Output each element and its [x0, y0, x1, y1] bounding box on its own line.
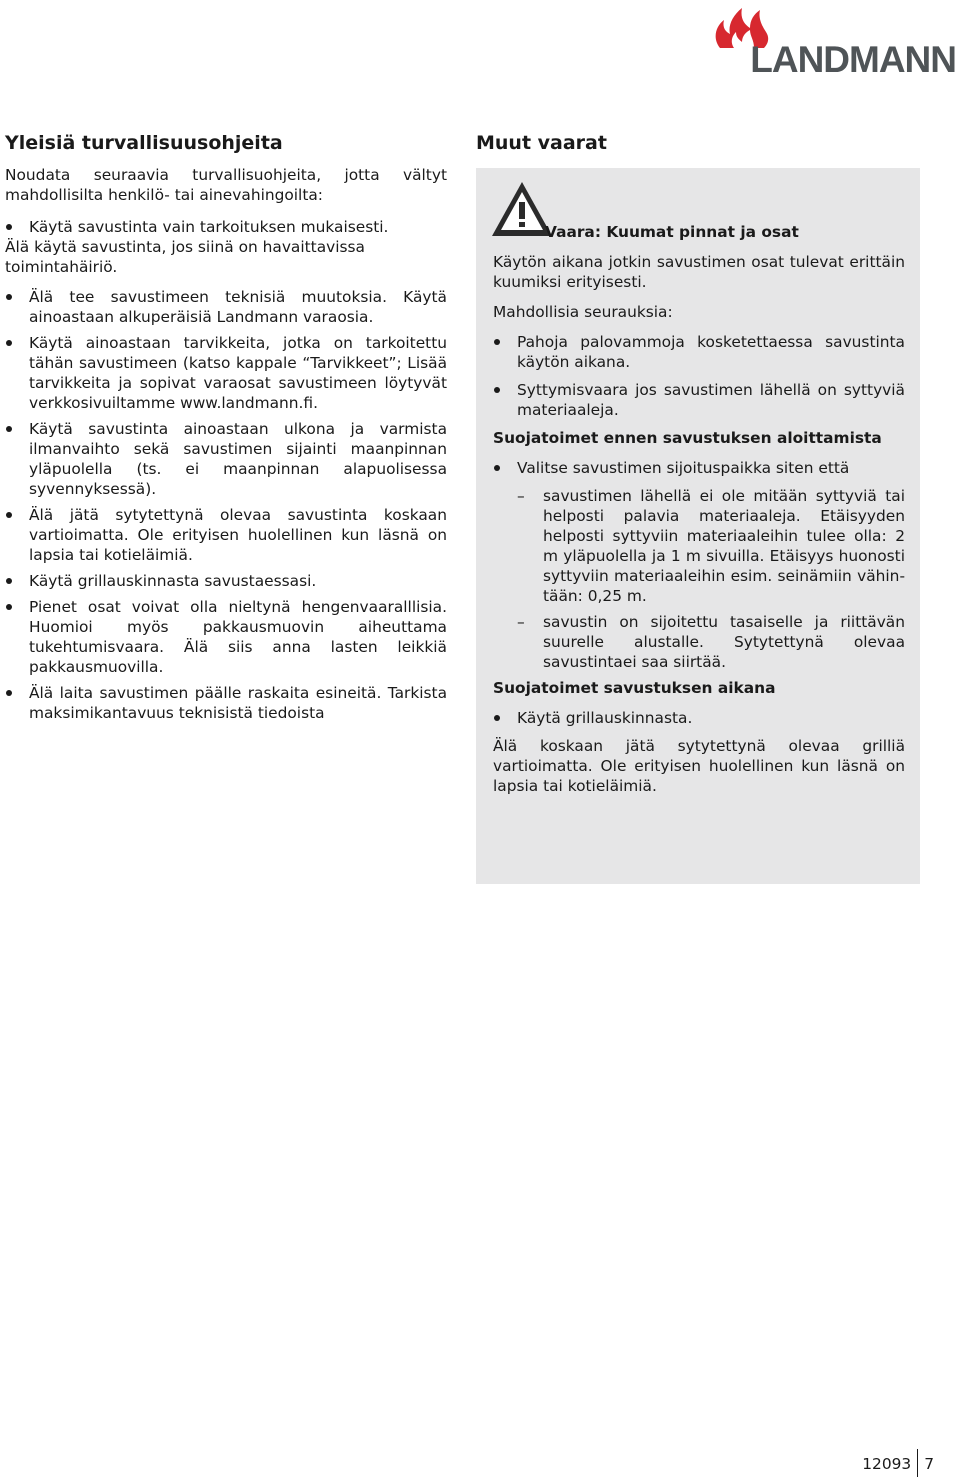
precautions-during-heading: Suojatoimet savustuksen aikana [493, 679, 776, 697]
other-hazards-section [476, 131, 920, 155]
section-heading: Yleisiä turvallisuusohjeita [5, 132, 283, 154]
general-safety-section [5, 131, 447, 723]
brand-wordmark: LANDMANN [750, 39, 956, 80]
closing-text: Älä koskaan jätä sytytettynä olevaa grilliä vartioimatta. Ole erityisen huolellinen kun läsnä on lapsia tai kotieläimiä. [493, 737, 905, 795]
warning-title: Vaara: Kuumat pinnat ja osat [545, 223, 799, 241]
consequences-list [493, 332, 905, 420]
list-continuation: Älä käytä savustinta, jos siinä on havaittavissa toimintahäiriö. [5, 238, 365, 276]
list-item: Syttymisvaara jos savustimen lähellä on syttyviä materiaaleja. [493, 380, 905, 420]
list-item: – savustin on sijoitettu tasaiselle ja riittävän suurelle alustalle. Sytytettynä olevaa savustintaei saa siirtää. [493, 612, 905, 672]
list-item: Käytä savustinta vain tarkoituksen mukaisesti. [5, 217, 447, 237]
list-item: Pahoja palovammoja kosketettaessa savustinta käytön aikana. [493, 332, 905, 372]
list-item: Älä tee savustimeen teknisiä muutoksia. Käytä ainoastaan alkuperäisiä Landmann varaosia. [5, 287, 447, 327]
list-item: Älä laita savustimen päälle raskaita esineitä. Tarkista maksimikantavuus teknisistä tiedoista [5, 683, 447, 723]
list-item: Pienet osat voivat olla nieltynä hengenvaaralllisia. Huomioi myös pakkausmuovin aiheuttama tukehtumisvaara. Älä siis anna lasten leikkiä pakkausmuovilla. [5, 597, 447, 677]
safety-list [5, 217, 447, 237]
safety-list [5, 287, 447, 723]
list-item: – savustimen lähellä ei ole mitään syttyviä tai helposti palavia materiaaleja. Etäisyyden helposti syttyviin materiaaleihin tulee olla: 2 m yläpuolella ja 1 m sivuilla. Etäisyys huonosti syttyviin materiaaleihin esim. seinämiin vähin-tään: 0,25 m. [493, 486, 905, 606]
landmann-logo [706, 4, 956, 78]
precautions-before-heading: Suojatoimet ennen savustuksen aloittamista [493, 429, 882, 447]
document-number: 12093 [862, 1455, 912, 1473]
hazard-box-content [493, 178, 905, 796]
hazard-box [476, 168, 920, 884]
page-number: 7 [924, 1455, 934, 1473]
precautions-before-list [493, 458, 905, 478]
precautions-during-list [493, 708, 905, 728]
section-heading: Muut vaarat [476, 132, 607, 154]
list-item: Valitse savustimen sijoituspaikka siten että [493, 458, 905, 478]
list-item: Käytä ainoastaan tarvikkeita, jotka on tarkoitettu tähän savustimeen (katso kappale “Tarvikkeet”; Lisää tarvikkeita ja sopivat varaosat savustimeen löytyvät verkkosivuiltamme www.landmann.fi. [5, 333, 447, 413]
page-footer [862, 1449, 934, 1477]
list-item: Käytä grillauskinnasta savustaessasi. [5, 571, 447, 591]
placement-conditions-list [493, 486, 905, 672]
list-item: Käytä grillauskinnasta. [493, 708, 905, 728]
consequences-heading: Mahdollisia seurauksia: [493, 303, 673, 321]
warning-text: Käytön aikana jotkin savustimen osat tulevat erittäin kuumiksi erityisesti. [493, 253, 905, 291]
intro-text: Noudata seuraavia turvallisuohjeita, jotta vältyt mahdollisilta henkilö- tai ainevahingoilta: [5, 166, 447, 204]
list-item: Käytä savustinta ainoastaan ulkona ja varmista ilmanvaihto sekä savustimen sijainti maanpinnan yläpuolella (ts. ei maanpinnan alapuolisessa syvennyksessä). [5, 419, 447, 499]
list-item: Älä jätä sytytettynä olevaa savustinta koskaan vartioimatta. Ole erityisen huolellinen kun läsnä on lapsia tai kotieläimiä. [5, 505, 447, 565]
